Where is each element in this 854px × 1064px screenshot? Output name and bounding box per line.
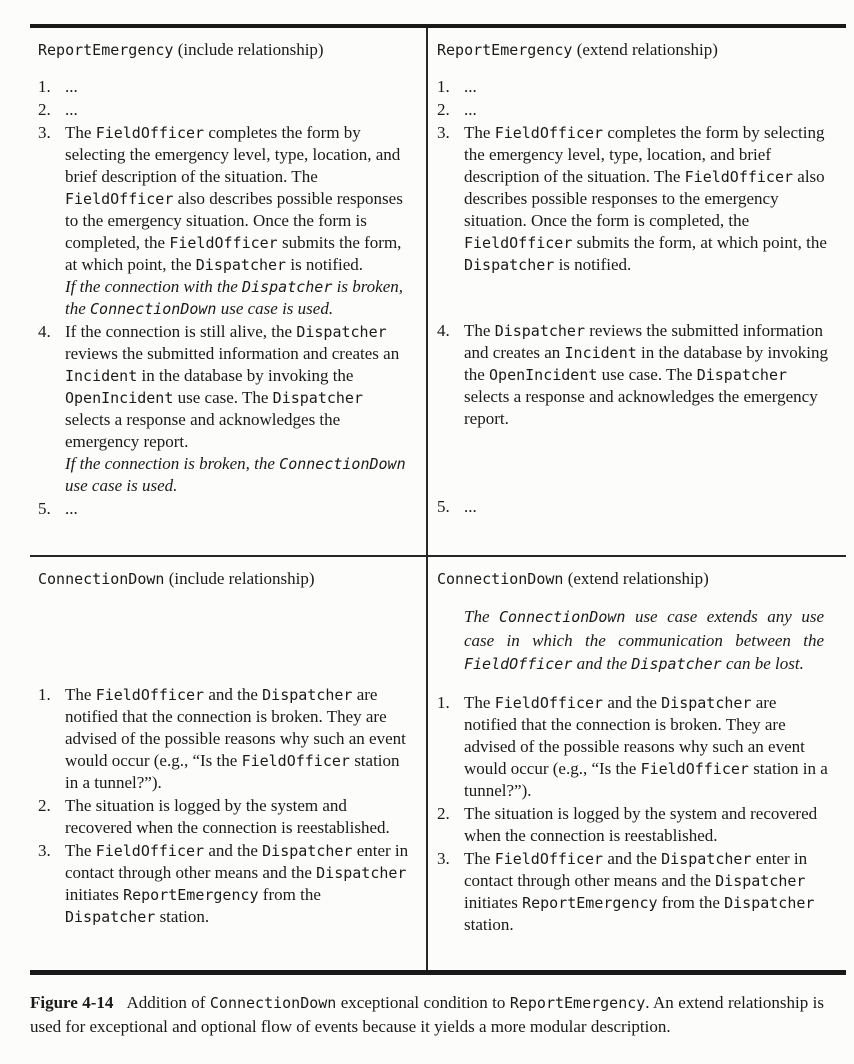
item-paragraph: ...: [65, 100, 78, 119]
item-number: 2.: [437, 804, 450, 823]
item-paragraph: ...: [464, 77, 477, 96]
cell-report-include: [30, 28, 428, 555]
list-item: [437, 320, 830, 430]
item-paragraph: The situation is logged by the system and recovered when the connection is reestablished.: [464, 804, 818, 845]
item-number: 2.: [437, 100, 450, 119]
item-paragraph: The situation is logged by the system and recovered when the connection is reestablished.: [65, 796, 390, 837]
list-item: [437, 848, 830, 936]
item-paragraph: The FieldOfficer and the Dispatcher enter in contact through other means and the Dispatcher initiates ReportEmergency from the Dispatcher station.: [464, 849, 815, 934]
list-item: [38, 840, 410, 928]
item-paragraph: ...: [65, 499, 78, 518]
list-item: [437, 496, 830, 518]
list-item: [437, 99, 830, 121]
extend-note-paragraph: The ConnectionDown use case extends any use case in which the communication between the FieldOfficer and the Dispatcher can be lost.: [464, 607, 824, 673]
item-number: 3.: [437, 123, 450, 142]
item-paragraph: The FieldOfficer completes the form by selecting the emergency level, type, location, and brief description of the situation. The FieldOfficer also describes possible responses to the emergency situation. Once the form is completed, the FieldOfficer submits the form, at which point, the Dispatcher is notified.: [65, 123, 403, 274]
item-paragraph: If the connection is still alive, the Dispatcher reviews the submitted information and creates an Incident in the database by invoking the OpenIncident use case. The Dispatcher selects a response and acknowledges the emergency report.: [65, 322, 400, 451]
item-number: 1.: [38, 685, 51, 704]
list-item: [38, 122, 410, 320]
item-paragraph: ...: [65, 77, 78, 96]
cell-header-connection-include: ConnectionDown (include relationship): [38, 569, 315, 588]
item-number: 1.: [437, 77, 450, 96]
italic-note: If the connection with the Dispatcher is broken, the ConnectionDown use case is used.: [65, 277, 404, 318]
list-item: [38, 99, 410, 121]
item-paragraph: ...: [464, 497, 477, 516]
list-item: [38, 795, 410, 839]
cell-header-report-include: ReportEmergency (include relationship): [38, 40, 324, 59]
figure-caption: Figure 4-14 Addition of ConnectionDown exceptional condition to ReportEmergency. An extend relationship is used for exceptional and optional flow of events because it yields a more modular description.: [30, 993, 824, 1036]
item-number: 3.: [437, 849, 450, 868]
item-number: 2.: [38, 796, 51, 815]
table-row-connection-down: [30, 557, 846, 970]
item-paragraph: The FieldOfficer and the Dispatcher enter in contact through other means and the Dispatcher initiates ReportEmergency from the Dispatcher station.: [65, 841, 409, 926]
list-item: [38, 76, 410, 98]
item-number: 5.: [437, 497, 450, 516]
item-number: 5.: [38, 499, 51, 518]
list-item: [38, 321, 410, 497]
cell-header-connection-extend: ConnectionDown (extend relationship): [437, 569, 709, 588]
list-item: [38, 684, 410, 794]
italic-note: If the connection is broken, the ConnectionDown use case is used.: [65, 454, 406, 495]
cell-header-report-extend: ReportEmergency (extend relationship): [437, 40, 718, 59]
list-item: [437, 692, 830, 802]
list-item: [437, 803, 830, 847]
cell-connection-extend: [428, 557, 846, 970]
list-item: [437, 122, 830, 276]
list-item: [38, 498, 410, 520]
item-paragraph: ...: [464, 100, 477, 119]
list-item: [437, 76, 830, 98]
item-number: 4.: [437, 321, 450, 340]
item-paragraph: The FieldOfficer and the Dispatcher are notified that the connection is broken. They are advised of the possible reasons why such an event would occur (e.g., “Is the FieldOfficer station in a tunnel?”).: [464, 693, 828, 800]
item-number: 1.: [437, 693, 450, 712]
item-paragraph: The FieldOfficer and the Dispatcher are notified that the connection is broken. They are advised of the possible reasons why such an event would occur (e.g., “Is the FieldOfficer station in a tunnel?”).: [65, 685, 406, 792]
cell-report-extend: [428, 28, 846, 555]
cell-connection-include: [30, 557, 428, 970]
item-number: 2.: [38, 100, 51, 119]
item-paragraph: The FieldOfficer completes the form by selecting the emergency level, type, location, and brief description of the situation. The FieldOfficer also describes possible responses to the emergency situation. Once the form is completed, the FieldOfficer submits the form, at which point, the Dispatcher is notified.: [464, 123, 827, 274]
item-number: 3.: [38, 841, 51, 860]
item-number: 3.: [38, 123, 51, 142]
table-row-report-emergency: [30, 28, 846, 557]
item-paragraph: The Dispatcher reviews the submitted information and creates an Incident in the database by invoking the OpenIncident use case. The Dispatcher selects a response and acknowledges the emergency report.: [464, 321, 828, 428]
item-number: 1.: [38, 77, 51, 96]
use-case-comparison-table: [30, 24, 846, 975]
item-number: 4.: [38, 322, 51, 341]
